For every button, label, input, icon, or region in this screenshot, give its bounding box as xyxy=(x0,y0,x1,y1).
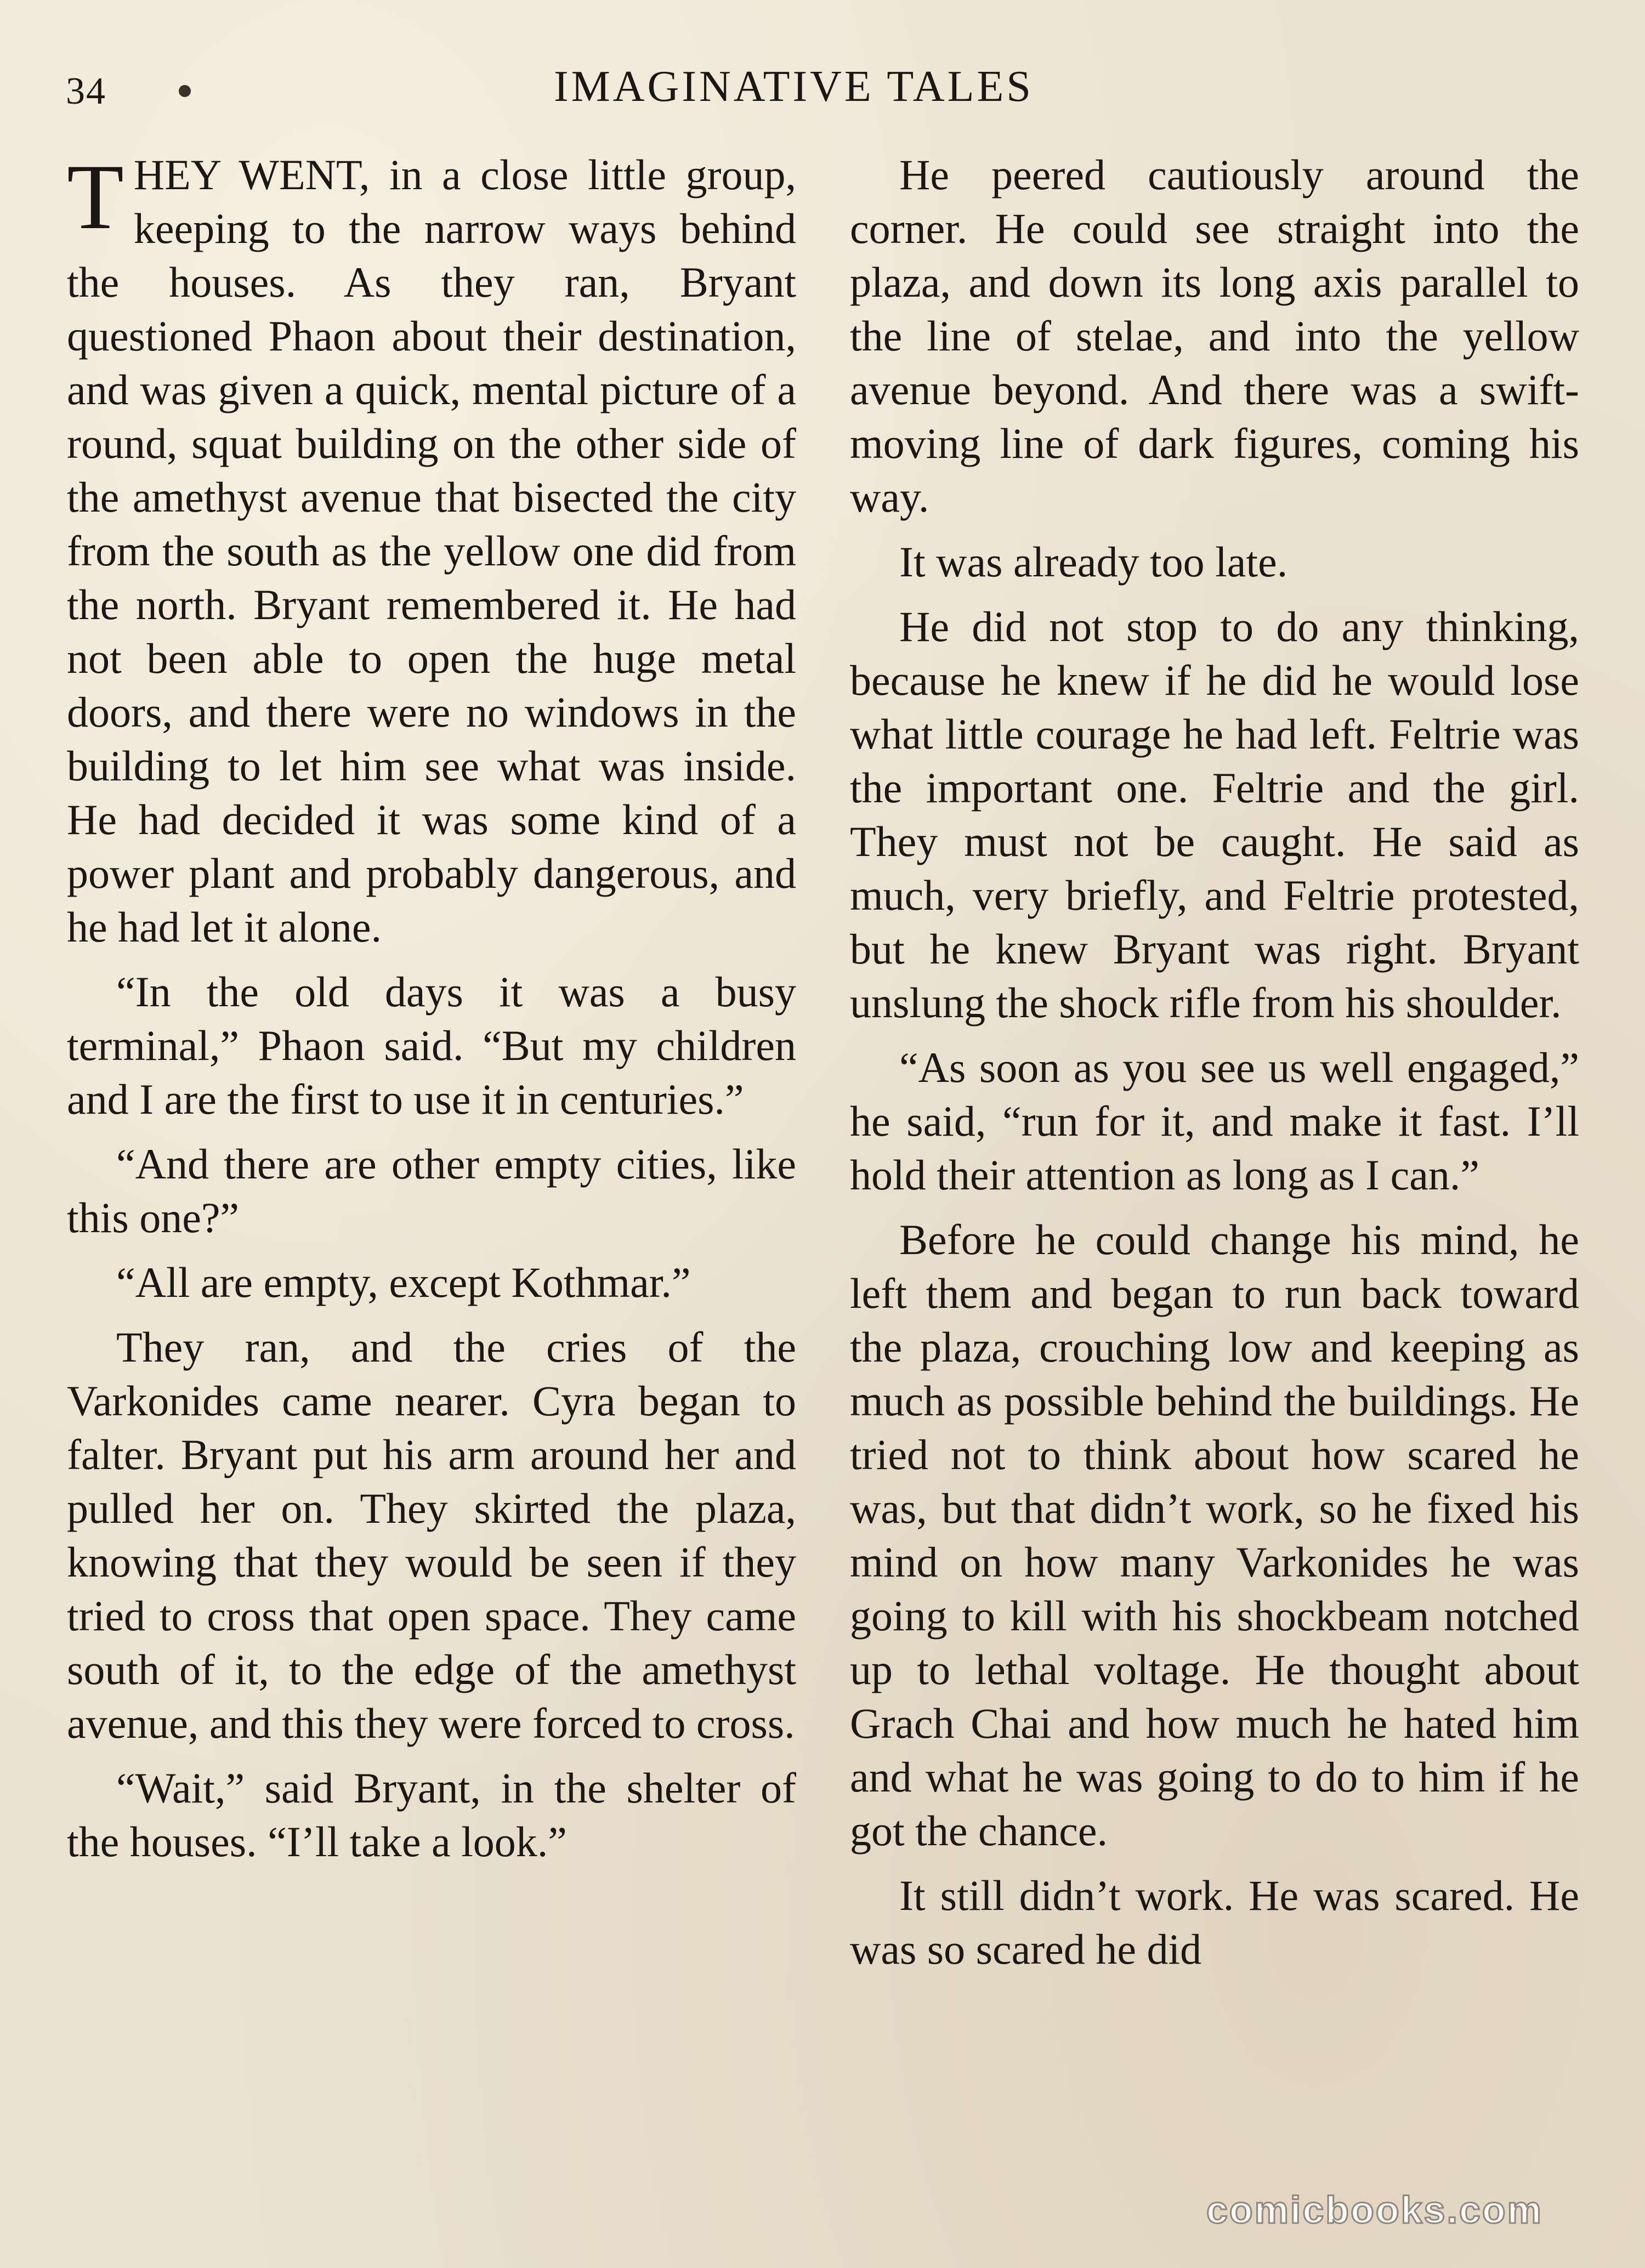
story-paragraph: “Wait,” said Bryant, in the shelter of the houses. “I’ll take a look.” xyxy=(67,1764,796,1866)
story-paragraph: He did not stop to do any thinking, because he knew if he did he would lose what little courage he had left. Feltrie was the important one. Feltrie and the girl. They must not be caught. He said as much, very briefly, and Feltrie protested, but he knew Bryant was right. Bryant unslung the shock rifle from his shoulder. xyxy=(850,603,1579,1027)
drop-cap: T xyxy=(67,145,124,248)
right-column xyxy=(850,148,1579,1987)
story-paragraph: It still didn’t work. He was scared. He was so scared he did xyxy=(850,1872,1579,1973)
story-paragraph: “In the old days it was a busy terminal,” Phaon said. “But my children and I are the first to use it in centuries.” xyxy=(67,968,796,1123)
opening-paragraph-text: HEY WENT, in a close little group, keeping to the narrow ways behind the houses. As they ran, Bryant questioned Phaon about their destination, and was given a quick, mental picture of a round, squat building on the other side of the amethyst avenue that bisected the city from the south as the yellow one did from the north. Bryant remembered it. He had not been able to open the huge metal doors, and there were no windows in the building to let him see what was inside. He had decided it was some kind of a power plant and probably dangerous, and he had let it alone. xyxy=(67,151,796,951)
running-title: IMAGINATIVE TALES xyxy=(554,63,1034,111)
page-number: 34 xyxy=(66,70,106,112)
page-header xyxy=(0,52,1645,118)
site-watermark: comicbooks.com xyxy=(1206,2188,1543,2231)
left-column xyxy=(67,145,796,1880)
story-paragraph: “And there are other empty cities, like this one?” xyxy=(67,1140,796,1241)
story-paragraph: “As soon as you see us well engaged,” he said, “run for it, and make it fast. I’ll hold their attention as long as I can.” xyxy=(850,1044,1579,1199)
header-ornament-dot xyxy=(179,85,191,97)
story-paragraph xyxy=(67,145,796,954)
story-paragraph: He peered cautiously around the corner. He could see straight into the plaza, and down its long axis parallel to the line of stelae, and into the yellow avenue beyond. And there was a swift-moving line of dark figures, coming his way. xyxy=(850,151,1579,521)
story-paragraph: They ran, and the cries of the Varkonides came nearer. Cyra began to falter. Bryant put his arm around her and pulled her on. They skirted the plaza, knowing that they would be seen if they tried to cross that open space. They came south of it, to the edge of the amethyst avenue, and this they were forced to cross. xyxy=(67,1323,796,1747)
story-paragraph: Before he could change his mind, he left them and began to run back toward the plaza, crouching low and keeping as much as possible behind the buildings. He tried not to think about how scared he was, but that didn’t work, so he fixed his mind on how many Varkonides he was going to kill with his shockbeam notched up to lethal voltage. He thought about Grach Chai and how much he hated him and what he was going to do to him if he got the chance. xyxy=(850,1216,1579,1855)
story-paragraph: It was already too late. xyxy=(899,538,1288,586)
story-paragraph: “All are empty, except Kothmar.” xyxy=(116,1258,691,1306)
